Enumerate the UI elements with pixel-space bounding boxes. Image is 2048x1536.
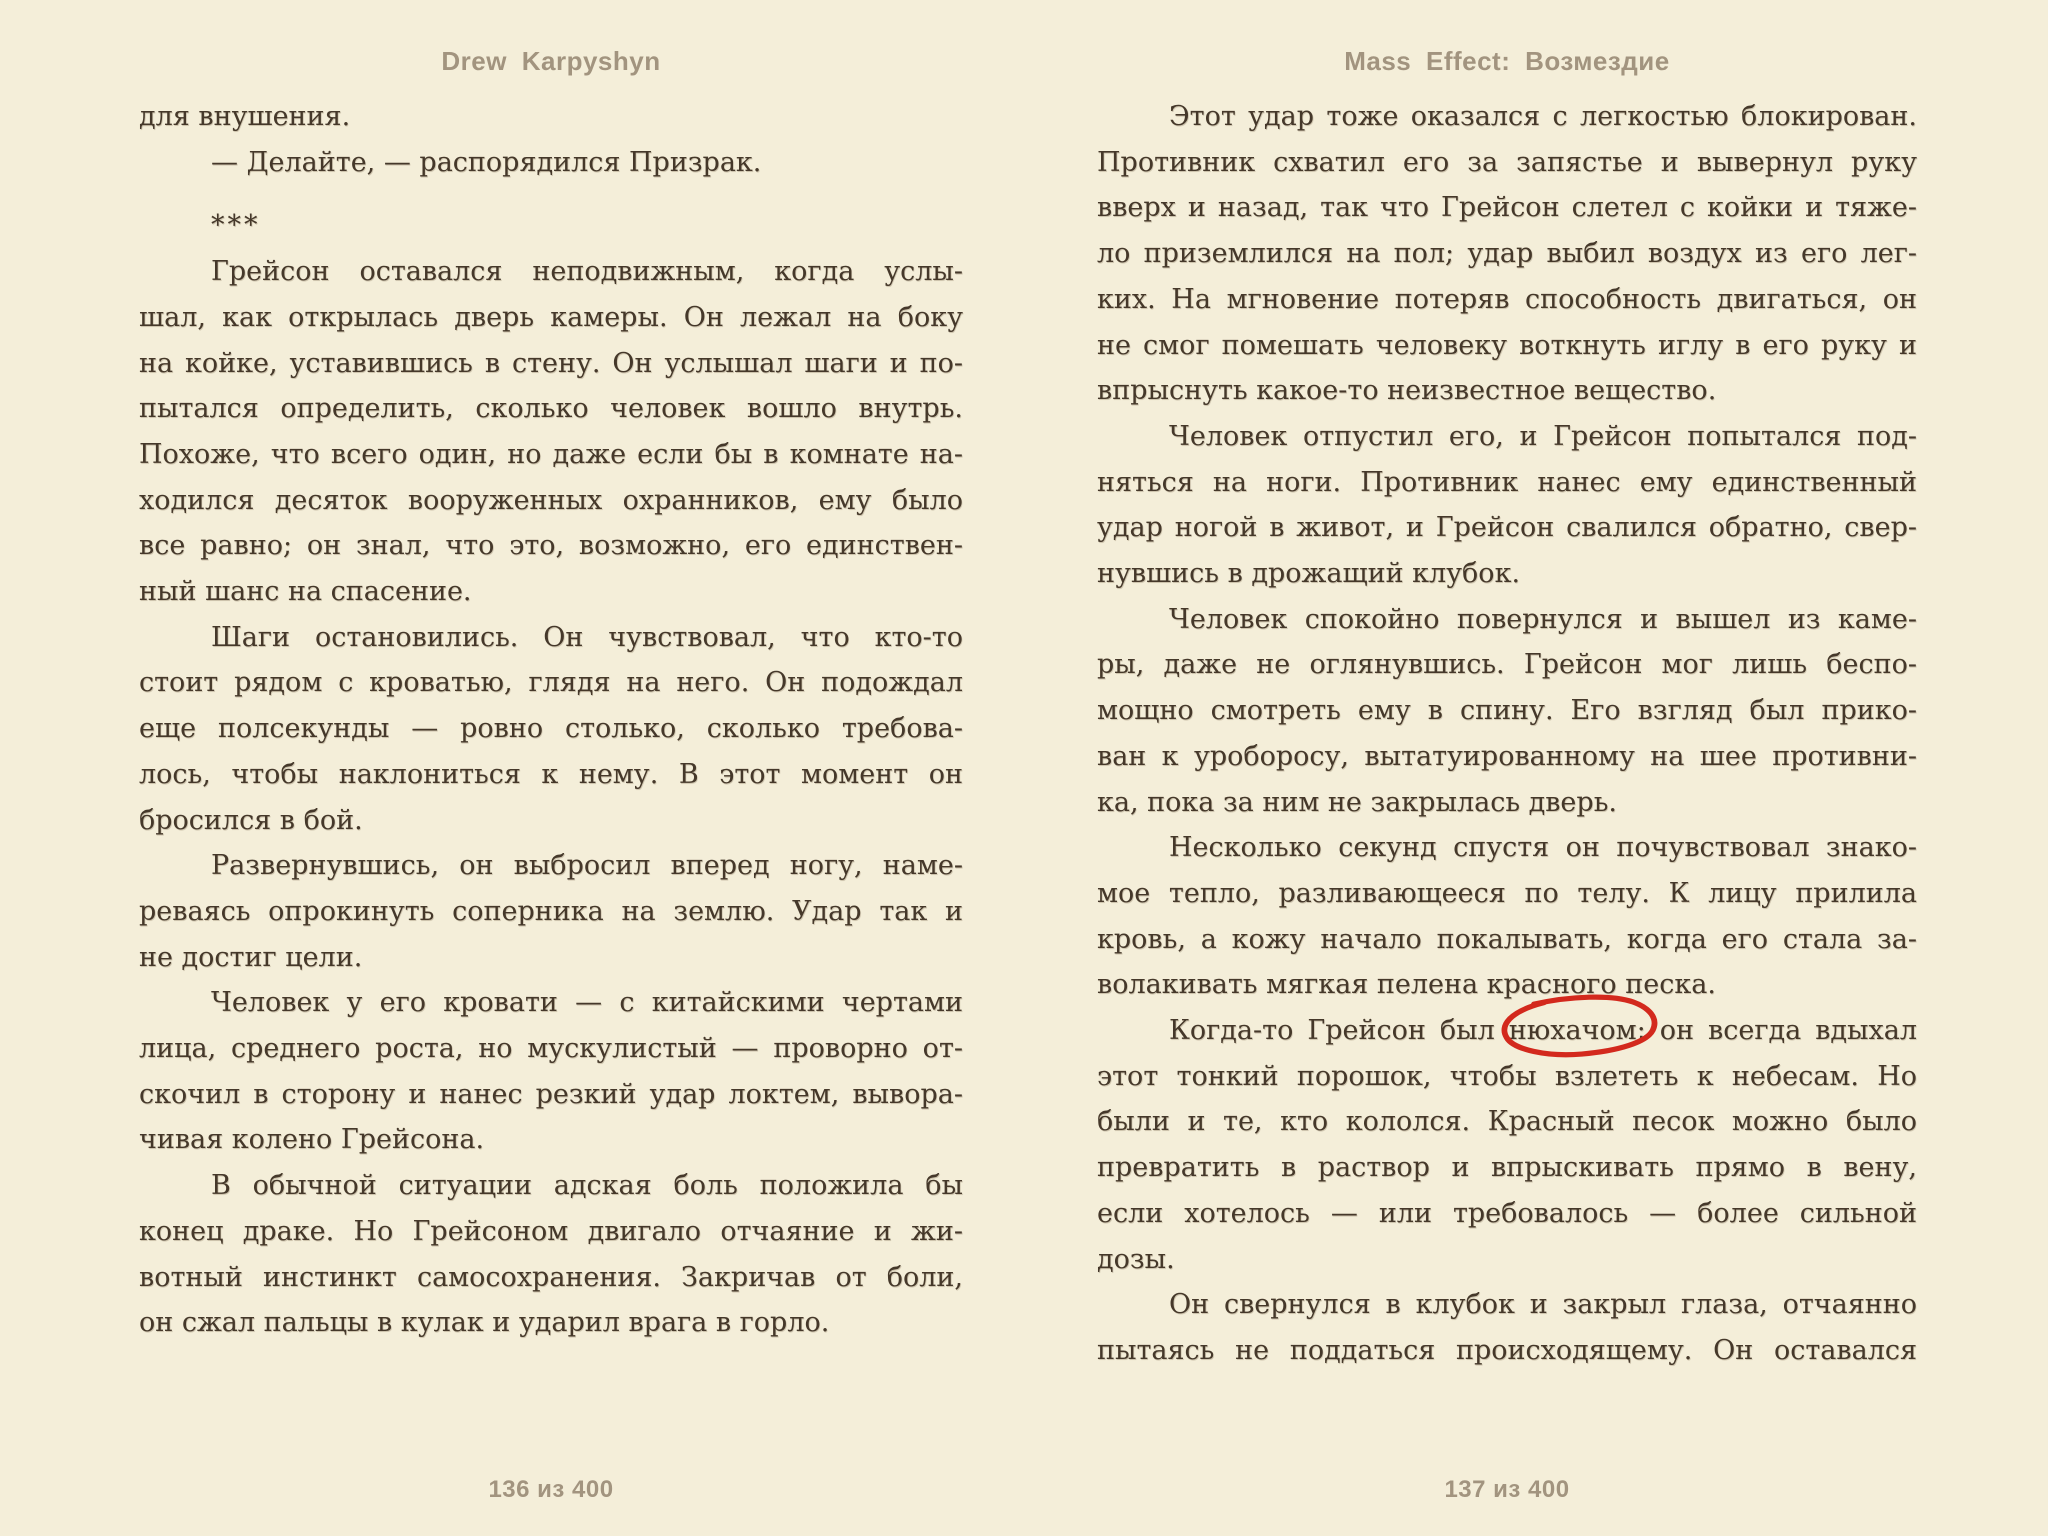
page-header-author: Drew Karpyshyn (441, 46, 661, 76)
text-line: мое тепло, разливающееся по телу. К лицу прилила (1097, 877, 1917, 909)
text-line: для внушения. (139, 101, 351, 132)
page-text-right (1097, 94, 1917, 1374)
text-line: вотный инстинкт самосохранения. Закричав от боли, (139, 1261, 963, 1293)
page-number-right: 137 из 400 (1444, 1476, 1570, 1503)
page-left[interactable] (139, 0, 963, 1536)
text-line: бросился в бой. (139, 804, 363, 836)
text-line: ходился десяток вооруженных охранников, ему было (139, 484, 963, 516)
text-line: ный шанс на спасение. (139, 576, 472, 608)
text-line: Человек отпустил его, и Грейсон попытался под- (1169, 420, 1917, 452)
text-line: Он свернулся в клубок и закрыл глаза, отчаянно (1169, 1289, 1917, 1321)
text-line: пытаясь не поддаться происходящему. Он оставался (1097, 1334, 1917, 1366)
text-line: Этот удар тоже оказался с легкостью блокирован. (1169, 101, 1917, 132)
text-line: Человек у его кровати — с китайскими чертами (211, 987, 963, 1019)
text-line: мощно смотреть ему в спину. Его взгляд был прико- (1097, 695, 1917, 727)
text-line: были и те, кто кололся. Красный песок можно было (1097, 1106, 1917, 1138)
text-line: ких. На мгновение потеряв способность двигаться, он (1097, 283, 1917, 315)
text-line: вверх и назад, так что Грейсон слетел с койки и тяже- (1097, 192, 1917, 224)
text-line: Человек спокойно повернулся и вышел из каме- (1169, 603, 1917, 635)
text-line: удар ногой в живот, и Грейсон свалился обратно, свер- (1097, 512, 1917, 544)
text-line: нувшись в дрожащий клубок. (1097, 558, 1521, 590)
text-line: Похоже, что всего один, но даже если бы в комнате на- (139, 438, 963, 470)
section-break-stars: *** (211, 210, 261, 242)
page-right[interactable] (1097, 0, 1917, 1536)
text-line: ка, пока за ним не закрылась дверь. (1097, 786, 1617, 818)
text-line: — Делайте, — распорядился Призрак. (211, 146, 762, 178)
text-line: В обычной ситуации адская боль положила бы (211, 1170, 963, 1202)
page-header-title: Mass Effect: Возмездие (1344, 46, 1670, 76)
text-line: пытался определить, сколько человек вошло внутрь. (139, 393, 963, 425)
text-line: превратить в раствор и впрыскивать прямо в вену, (1097, 1152, 1917, 1184)
text-line: шал, как открылась дверь камеры. Он лежал на боку (139, 301, 963, 333)
paragraph-spacer (139, 185, 963, 203)
text-line: Развернувшись, он выбросил вперед ногу, наме- (211, 850, 963, 882)
page-text-left (139, 94, 963, 1346)
text-line: впрыснуть какое-то неизвестное вещество. (1097, 375, 1717, 407)
text-line: не достиг цели. (139, 941, 363, 973)
text-line: волакивать мягкая пелена красного песка. (1097, 969, 1716, 1001)
text-line: этот тонкий порошок, чтобы взлететь к небесам. Но (1097, 1060, 1917, 1092)
text-line: няться на ноги. Противник нанес ему единственный (1097, 466, 1917, 498)
text-line: он сжал пальцы в кулак и ударил врага в горло. (139, 1307, 830, 1339)
text-line: дозы. (1097, 1243, 1175, 1275)
text-line: Шаги остановились. Он чувствовал, что кто-то (211, 621, 963, 653)
text-line: конец драке. Но Грейсоном двигало отчаяние и жи- (139, 1215, 963, 1247)
text-line: ван к уроборосу, вытатуированному на шее противни- (1097, 740, 1917, 772)
text-line: все равно; он знал, что это, возможно, его единствен- (139, 530, 963, 562)
text-line: Когда-то Грейсон был нюхачом; он всегда вдыхал (1097, 1008, 1917, 1054)
text-line: скочил в сторону и нанес резкий удар локтем, вывора- (139, 1078, 963, 1110)
circled-word: нюхачом; (1509, 1015, 1646, 1046)
text-line: на койке, уставившись в стену. Он услышал шаги и по- (139, 347, 963, 379)
text-line: чивая колено Грейсона. (139, 1124, 485, 1156)
text-line: ло приземлился на пол; удар выбил воздух из его лег- (1097, 238, 1917, 270)
text-line: кровь, а кожу начало покалывать, когда его стала за- (1097, 923, 1917, 955)
text-line: не смог помешать человеку воткнуть иглу в его руку и (1097, 329, 1917, 361)
text-line: стоит рядом с кроватью, глядя на него. Он подождал (139, 667, 963, 699)
text-line: Грейсон оставался неподвижным, когда услы- (211, 256, 963, 288)
text-line: лось, чтобы наклониться к нему. В этот момент он (139, 758, 963, 790)
text-line: Противник схватил его за запястье и вывернул руку (1097, 146, 1917, 178)
text-line: лица, среднего роста, но мускулистый — проворно от- (139, 1033, 963, 1065)
text-line: если хотелось — или требовалось — более сильной (1097, 1197, 1917, 1229)
text-line: ры, даже не оглянувшись. Грейсон мог лишь беспо- (1097, 649, 1917, 681)
text-line: еще полсекунды — ровно столько, сколько требова- (139, 713, 963, 745)
text-line: Несколько секунд спустя он почувствовал знако- (1169, 832, 1917, 864)
text-line: реваясь опрокинуть соперника на землю. Удар так и (139, 895, 963, 927)
page-number-left: 136 из 400 (488, 1476, 614, 1503)
